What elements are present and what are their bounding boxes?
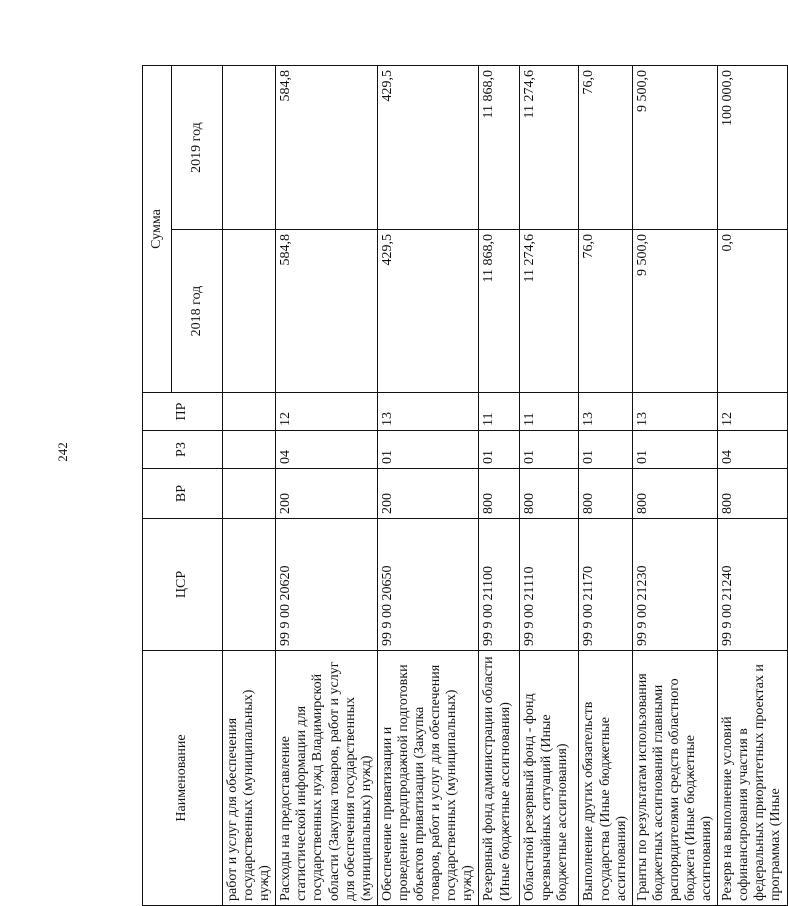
cell-sum-2018: 9 500,0 <box>632 230 717 393</box>
cell-name: работ и услуг для обеспечения государственных (муниципальных) нужд) <box>223 651 276 906</box>
cell-rz: 04 <box>276 431 378 469</box>
header-rz: РЗ <box>143 431 223 469</box>
header-year-2019: 2019 год <box>172 66 223 230</box>
cell-rz: 01 <box>579 431 632 469</box>
cell-vr: 200 <box>377 469 479 519</box>
table-row <box>223 66 276 906</box>
cell-pr: 13 <box>632 393 717 431</box>
header-pr: ПР <box>143 393 223 431</box>
cell-sum-2019: 100 000,0 <box>718 66 787 230</box>
cell-pr: 13 <box>377 393 479 431</box>
header-name: Наименование <box>143 651 223 906</box>
cell-name: Гранты по результатам использования бюджетных ассигнований главными распорядителями средств областного бюджета (Иные бюджетные ассигнования) <box>632 651 717 906</box>
cell-pr <box>223 393 276 431</box>
page-number: 242 <box>55 442 70 462</box>
cell-vr: 800 <box>520 469 579 519</box>
cell-name: Выполнение других обязательств государства (Иные бюджетные ассигнования) <box>579 651 632 906</box>
header-sum: Сумма <box>143 66 172 393</box>
cell-rz: 01 <box>479 431 520 469</box>
cell-rz: 01 <box>520 431 579 469</box>
cell-name: Резерв на выполнение условий софинансирования участия в федеральных приоритетных проектах и программах (Иные <box>718 651 787 906</box>
cell-sum-2018: 76,0 <box>579 230 632 393</box>
table-row <box>520 66 579 906</box>
cell-name: Резервный фонд администрации области (Иные бюджетные ассигнования) <box>479 651 520 906</box>
cell-pr: 12 <box>276 393 378 431</box>
cell-name: Обеспечение приватизации и проведение предпродажной подготовки объектов приватизации (Закупка товаров, работ и услуг для обеспечения государственных (муниципальных) нужд) <box>377 651 479 906</box>
cell-vr: 800 <box>632 469 717 519</box>
cell-rz: 04 <box>718 431 787 469</box>
cell-pr: 12 <box>718 393 787 431</box>
cell-sum-2019: 11 868,0 <box>479 66 520 230</box>
cell-rz: 01 <box>632 431 717 469</box>
table-row <box>276 66 378 906</box>
cell-sum-2019: 11 274,6 <box>520 66 579 230</box>
budget-table-sheet <box>142 66 784 906</box>
cell-csr: 99 9 00 21230 <box>632 519 717 651</box>
cell-sum-2018: 11 274,6 <box>520 230 579 393</box>
cell-vr <box>223 469 276 519</box>
cell-sum-2018: 429,5 <box>377 230 479 393</box>
cell-pr: 11 <box>520 393 579 431</box>
table-row <box>377 66 479 906</box>
cell-csr <box>223 519 276 651</box>
cell-pr: 13 <box>579 393 632 431</box>
cell-sum-2019: 429,5 <box>377 66 479 230</box>
table-row <box>579 66 632 906</box>
cell-sum-2018: 584,8 <box>276 230 378 393</box>
cell-name: Областной резервный фонд - фонд чрезвычайных ситуаций (Иные бюджетные ассигнования) <box>520 651 579 906</box>
cell-sum-2019: 584,8 <box>276 66 378 230</box>
cell-csr: 99 9 00 21100 <box>479 519 520 651</box>
cell-sum-2019 <box>223 66 276 230</box>
header-csr: ЦСР <box>143 519 223 651</box>
cell-csr: 99 9 00 21240 <box>718 519 787 651</box>
header-vr: ВР <box>143 469 223 519</box>
cell-csr: 99 9 00 20650 <box>377 519 479 651</box>
cell-vr: 800 <box>718 469 787 519</box>
cell-sum-2018: 0,0 <box>718 230 787 393</box>
cell-rz <box>223 431 276 469</box>
table-row <box>632 66 717 906</box>
cell-rz: 01 <box>377 431 479 469</box>
cell-pr: 11 <box>479 393 520 431</box>
cell-name: Расходы на предоставление статистической информации для государственных нужд Владимирской области (Закупка товаров, работ и услуг для обеспечения государственных (муниципальных) нужд) <box>276 651 378 906</box>
cell-csr: 99 9 00 21170 <box>579 519 632 651</box>
cell-csr: 99 9 00 21110 <box>520 519 579 651</box>
cell-sum-2018: 11 868,0 <box>479 230 520 393</box>
header-year-2018: 2018 год <box>172 230 223 393</box>
cell-vr: 800 <box>579 469 632 519</box>
budget-table <box>142 65 788 906</box>
cell-vr: 200 <box>276 469 378 519</box>
cell-vr: 800 <box>479 469 520 519</box>
table-header <box>143 66 223 906</box>
cell-sum-2019: 76,0 <box>579 66 632 230</box>
cell-sum-2018 <box>223 230 276 393</box>
cell-sum-2019: 9 500,0 <box>632 66 717 230</box>
table-body <box>223 66 788 906</box>
cell-csr: 99 9 00 20620 <box>276 519 378 651</box>
table-row <box>479 66 520 906</box>
table-row <box>718 66 787 906</box>
